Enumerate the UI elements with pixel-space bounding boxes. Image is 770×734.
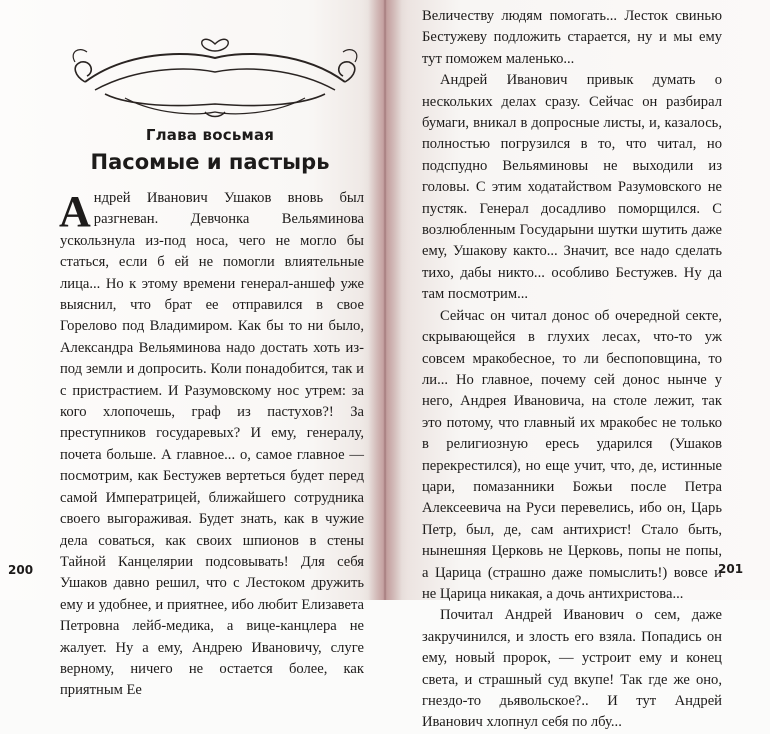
left-page [0, 0, 385, 699]
book-gutter [368, 0, 402, 600]
right-page-body [422, 6, 722, 734]
page-number: 200 [8, 563, 34, 577]
chapter-title: Пасомые и пастырь [90, 150, 330, 174]
drop-cap: А [59, 187, 91, 236]
left-page-body [60, 188, 364, 702]
page-number: 201 [718, 562, 744, 576]
paragraph [60, 188, 364, 702]
paragraph: Андрей Иванович привык думать о нескольких делах сразу. Сейчас он разбирал бумаги, вникал в допросные листы, и, казалось, полностью погрузился в то, что читал, но подспудно Вельяминовы не выходили из головы. С этим ходатайством Разумовского не пустяк. Генерал досадливо поморщился. С возлюбленным Государыни шутки шутить даже ему, Ушакову както... Значит, все надо сделать тихо, дабы никто... особливо Бестужев. Ну да там посмотрим... [422, 72, 722, 303]
chapter-label: Глава восьмая [145, 126, 275, 144]
right-page [385, 0, 770, 731]
chapter-ornament-icon [65, 32, 365, 118]
paragraph-text: ндрей Иванович Ушаков вновь был разгневан. Девчонка Вельяминова ускользнула из-под носа, чего не могло бы статься, если б ей не помогли влиятельные лица... Но к этому времени генерал-аншеф уже выяснил, что брат ее отправился в свое Горелово под Владимиром. Как бы то ни было, Александра Вельяминова надо достать хоть из-под земли и допросить. Коли понадобится, так и с пристрастием. И Разумовскому нос утрем: за кого хлопочешь, граф из пастухов?! За преступников государевых? И ему, генералу, почета больше. А главное... о, самое главное — посмотрим, как Бестужев вертеться будет перед самой Императрицей, ближайшего сотрудника своего выгораживая. Будет знать, как в чужие дела соваться, как своих шпионов в стены Тайной Канцелярии подсовывать! Для себя Ушаков давно решил, что с Лестоком дружить ему и удобнее, и приятнее, ибо любит Елизавета Петровна лейб-медика, а вице-канцлера не жалует. Ну а ему, Андрею Ивановичу, слуге верному, ничего не остается более, как приятным Ее [60, 190, 364, 699]
paragraph: Величеству людям помогать... Лесток свинью Бестужеву подложить старается, ну и мы ему тут поможем маленько... [422, 8, 722, 67]
paragraph: Почитал Андрей Иванович о сем, даже закручинился, и злость его взяла. Попадись он ему, новый пророк, — устроит ему и конец света, и страшный суд вкупе! Так где же оно, гнездо-то дьявольское?.. И тут Андрей Иванович хлопнул себя по лбу... [422, 607, 722, 731]
paragraph: Сейчас он читал донос об очередной секте, скрывающейся в глухих лесах, что-то уж совсем мракобесное, то ли беспоповщина, то ли... Но главное, почему сей донос нынче у него, Андрея Ивановича, на столе лежит, так это потому, что главный их мракобес не только в религиозную ересь ударился (Ушаков перекрестился), но еще учит, что, де, истинные цари, помазанники Божьи после Петра Алексеевича на Руси перевелись, ибо он, Царь Петр, был, де, сам антихрист! Стало быть, нынешняя Церковь не Церковь, попы не попы, а Царица (страшно даже помыслить!) вовсе и не Царица никакая, а дочь антихристова... [422, 307, 722, 602]
